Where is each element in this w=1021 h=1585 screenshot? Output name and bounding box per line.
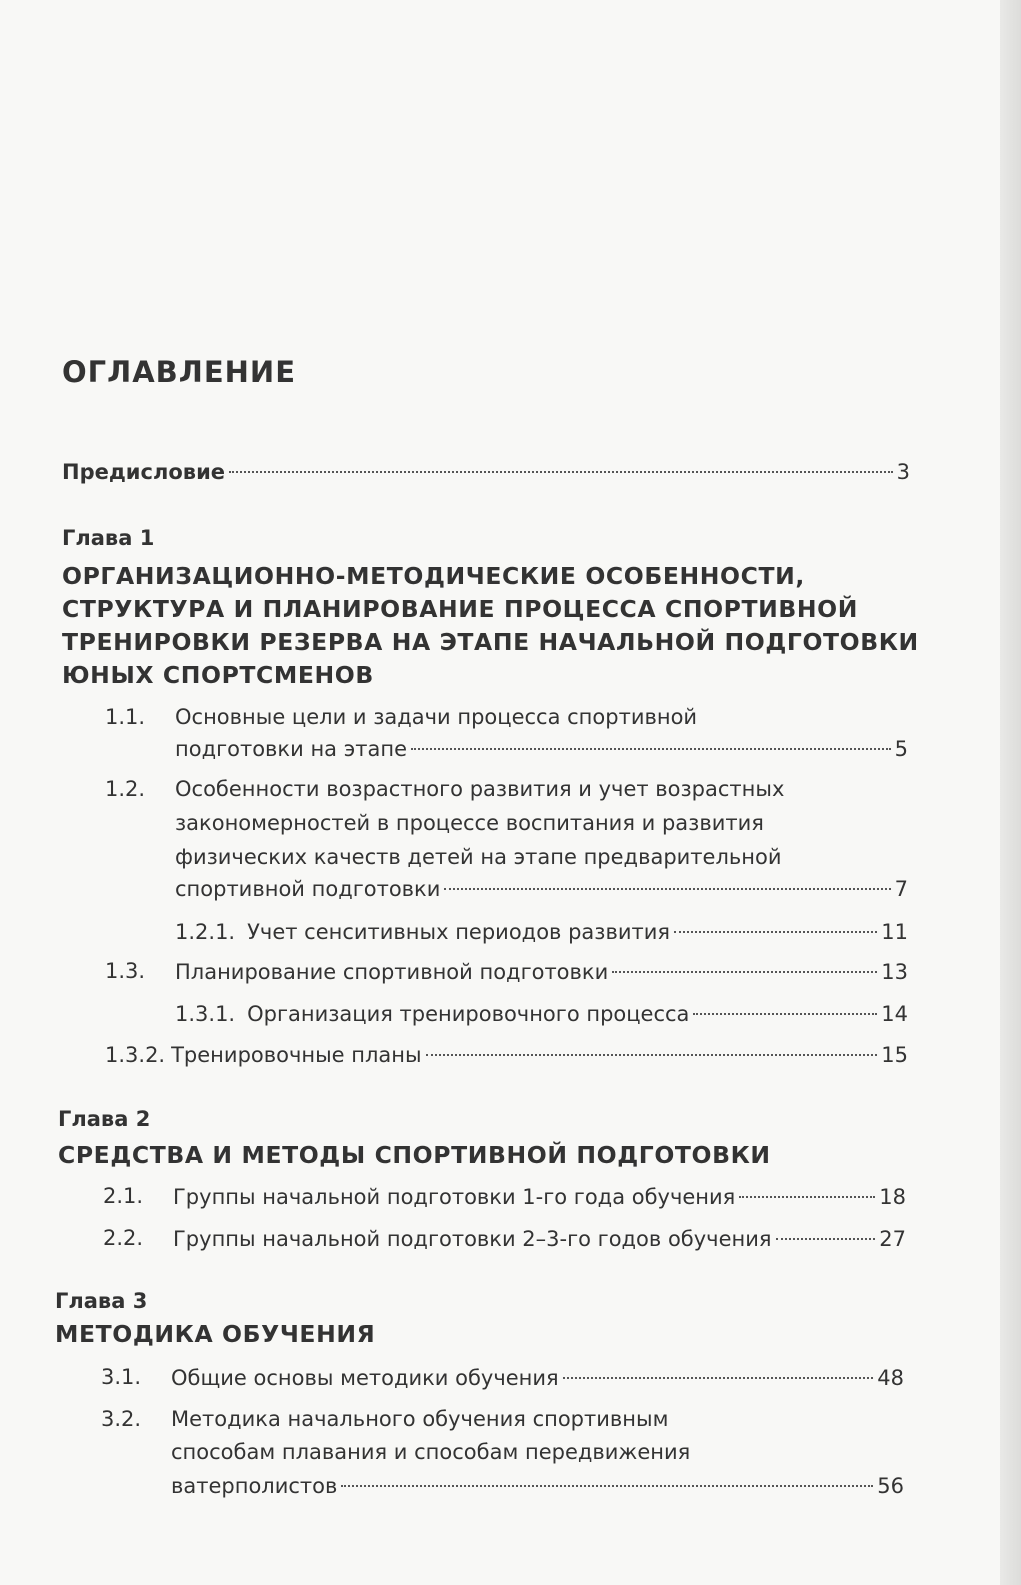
toc-entry-2-1[interactable] (173, 1181, 906, 1213)
chapter-title-line: ОРГАНИЗАЦИОННО-МЕТОДИЧЕСКИЕ ОСОБЕННОСТИ, (62, 562, 805, 590)
toc-heading: ОГЛАВЛЕНИЕ (62, 355, 297, 389)
toc-entry-3-2[interactable] (171, 1470, 904, 1502)
leader-dots (444, 888, 890, 890)
leader-dots (426, 1054, 878, 1056)
section-number: 1.1. (105, 705, 146, 729)
section-number: 1.3.2. (105, 1043, 166, 1067)
leader-dots (411, 748, 891, 750)
toc-entry-1-3[interactable] (175, 956, 908, 988)
chapter-title-line: СРЕДСТВА И МЕТОДЫ СПОРТИВНОЙ ПОДГОТОВКИ (58, 1141, 771, 1169)
page-number: 3 (896, 460, 910, 484)
section-number: 1.2. (105, 777, 146, 801)
toc-entry-1-2-1[interactable] (175, 916, 908, 948)
leader-dots (693, 1013, 877, 1015)
toc-entry-2-2[interactable] (173, 1223, 906, 1255)
chapter-title-line: ЮНЫХ СПОРТСМЕНОВ (62, 661, 374, 689)
toc-entry-1-3-2[interactable] (105, 1039, 908, 1071)
section-number: 2.2. (103, 1226, 144, 1250)
toc-entry-3-1[interactable] (171, 1362, 904, 1394)
toc-entry-1-3-1[interactable] (175, 998, 908, 1030)
section-number: 1.3.1. (175, 1002, 236, 1026)
entry-label: Предисловие (62, 460, 226, 484)
chapter-title-line: СТРУКТУРА И ПЛАНИРОВАНИЕ ПРОЦЕССА СПОРТИВНОЙ (62, 595, 859, 623)
chapter-label: Глава 1 (62, 526, 155, 550)
section-number: 2.1. (103, 1184, 144, 1208)
section-title-line[interactable]: способам плавания и способам передвижения (171, 1440, 691, 1464)
section-title-line: Общие основы методики обучения (171, 1366, 559, 1390)
section-number: 3.1. (101, 1365, 142, 1389)
chapter-title-line: МЕТОДИКА ОБУЧЕНИЯ (55, 1320, 376, 1348)
page-number: 5 (894, 737, 908, 761)
section-title-line: Планирование спортивной подготовки (175, 960, 609, 984)
section-title-line: Группы начальной подготовки 2–3-го годов обучения (173, 1227, 772, 1251)
page-number: 27 (879, 1227, 906, 1251)
leader-dots (776, 1238, 876, 1240)
page-edge-shadow (1000, 0, 1021, 1585)
page-number: 11 (881, 920, 908, 944)
page-number: 7 (894, 877, 908, 901)
section-title-line: подготовки на этапе (175, 737, 407, 761)
leader-dots (341, 1485, 873, 1487)
page-number: 14 (881, 1002, 908, 1026)
page-number: 48 (877, 1366, 904, 1390)
toc-entry-preface[interactable] (62, 456, 910, 488)
section-title-line[interactable]: физических качеств детей на этапе предварительной (175, 845, 782, 869)
section-title-line[interactable]: Методика начального обучения спортивным (171, 1407, 669, 1431)
section-number: 1.2.1. (175, 920, 236, 944)
toc-entry-1-1[interactable] (175, 733, 908, 765)
page-number: 13 (881, 960, 908, 984)
chapter-title-line: ТРЕНИРОВКИ РЕЗЕРВА НА ЭТАПЕ НАЧАЛЬНОЙ ПОДГОТОВКИ (62, 628, 919, 656)
section-title-line[interactable]: Особенности возрастного развития и учет возрастных (175, 777, 785, 801)
section-title-line: спортивной подготовки (175, 877, 441, 901)
leader-dots (229, 471, 893, 473)
page-number: 56 (877, 1474, 904, 1498)
section-title-line: Организация тренировочного процесса (247, 1002, 690, 1026)
section-number: 3.2. (101, 1407, 142, 1431)
leader-dots (739, 1196, 875, 1198)
section-title-line[interactable]: Основные цели и задачи процесса спортивной (175, 705, 698, 729)
page-number: 18 (879, 1185, 906, 1209)
leader-dots (612, 971, 877, 973)
section-title-line: Тренировочные планы (171, 1043, 422, 1067)
section-title-line[interactable]: закономерностей в процессе воспитания и развития (175, 811, 764, 835)
section-title-line: Учет сенситивных периодов развития (247, 920, 671, 944)
leader-dots (674, 931, 877, 933)
toc-entry-1-2[interactable] (175, 873, 908, 905)
section-title-line: Группы начальной подготовки 1-го года обучения (173, 1185, 736, 1209)
chapter-label: Глава 3 (55, 1289, 148, 1313)
section-number: 1.3. (105, 959, 146, 983)
leader-dots (563, 1377, 874, 1379)
section-title-line: ватерполистов (171, 1474, 338, 1498)
chapter-label: Глава 2 (58, 1107, 151, 1131)
page-number: 15 (881, 1043, 908, 1067)
